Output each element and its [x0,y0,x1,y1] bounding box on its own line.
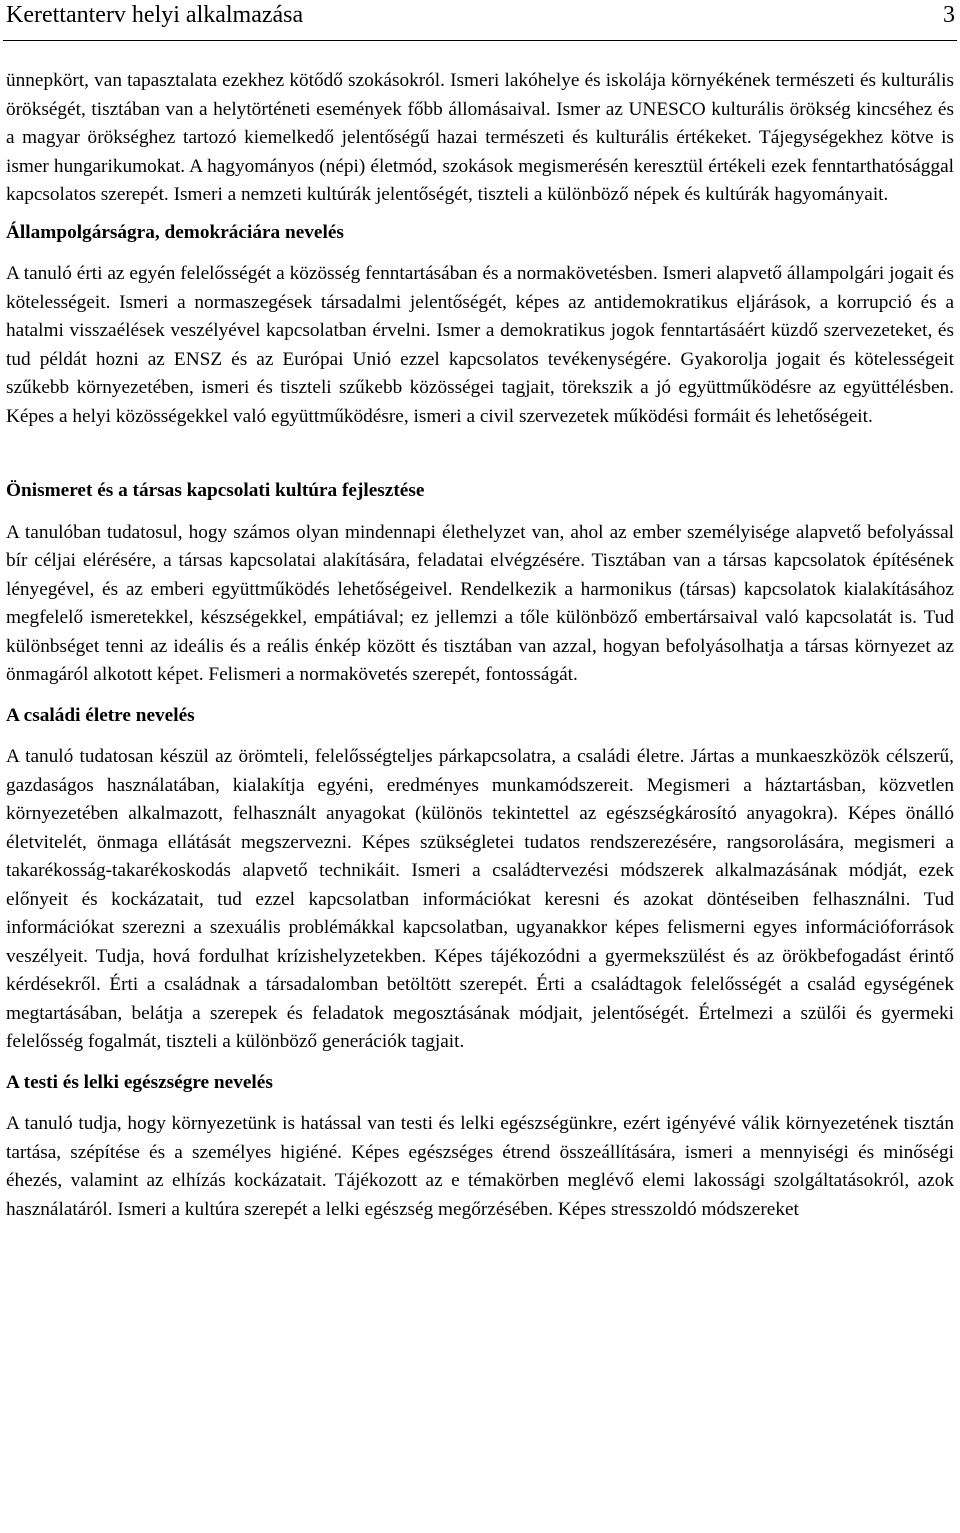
paragraph-family-life: A tanuló tudatosan készül az örömteli, felelősségteljes párkapcsolatra, a családi életre. Jártas a munkaeszközök célszerű, gazdaságos használatában, kialakítja egyéni, eredményes munkamódszereit. Megismeri a háztartásban, közvetlen környezetében alkalmazott, felhasznált anyagokat (különös tekintettel az egészségkárosító anyagokra). Képes önálló életvitelét, önmaga ellátását megszervezni. Képes szükségletei tudatos rendszerezésére, rangsorolására, megismeri a takarékosság-takarékoskodás alapvető technikáit. Ismeri a családtervezési módszerek alkalmazásának módját, ezek előnyeit és kockázatait, tud ezzel kapcsolatban információkat keresni és azokat döntéseiben felhasználni. Tud információkat szerezni a szexuális problémákkal kapcsolatban, ugyanakkor képes felismerni egyes információforrások veszélyeit. Tudja, hová fordulhat krízishelyzetekben. Képes tájékozódni a gyermekszülést és az örökbefogadást érintő kérdésekről. Érti a családnak a társadalomban betöltött szerepét. Érti a családtagok felelősségét a család egységének megtartásában, belátja a szerepek és feladatok megosztásának módjait, jelentőségét. Értelmezi a szülői és gyermeki felelősség fogalmát, tiszteli a különböző generációk tagjait. [6,746,954,1052]
heading-family-life: A családi életre nevelés [6,704,195,726]
running-header [3,0,957,41]
header-title: Kerettanterv helyi alkalmazása [6,2,304,28]
heading-self-knowledge: Önismeret és a társas kapcsolati kultúra fejlesztése [6,480,425,501]
heading-physical-mental-health: A testi és lelki egészségre nevelés [6,1071,273,1093]
paragraph-physical-mental-health: A tanuló tudja, hogy környezetünk is hatással van testi és lelki egészségünkre, ezért igényévé válik környezetének tisztán tartása, szépítése és a személyes higiéné. Képes egészséges étrend összeállítására, ismeri a mennyiségi és minőségi éhezés, valamint az elhízás kockázatait. Tájékozott az e témakörben meglévő elemi lakossági szolgáltatásokról, azok használatáról. Ismeri a kultúra szerepét a lelki egészség megőrzésében. Képes stresszoldó módszereket [6,1113,954,1220]
paragraph-civic-education: A tanuló érti az egyén felelősségét a közösség fenntartásában és a normakövetésben. Ismeri alapvető állampolgári jogait és kötelességeit. Ismeri a normaszegések társadalmi jelentőségét, képes az antidemokratikus eljárások, a korrupció és a hatalmi visszaélések veszélyével kapcsolatban érvelni. Ismer a demokratikus jogok fenntartásáért küzdő szervezeteket, és tud példát hozni az ENSZ és az Európai Unió ezzel kapcsolatos tevékenységére. Gyakorolja jogait és kötelességeit szűkebb környezetében, ismeri és tiszteli szűkebb közösségei tagjait, törekszik a jó együttműködésre az együttélésben. Képes a helyi közösségekkel való együttműködésre, ismeri a civil szervezetek működési formáit és lehetőségeit. [6,263,954,427]
heading-civic-education: Állampolgárságra, demokráciára nevelés [6,221,344,243]
document-body [0,67,960,1224]
page-number: 3 [943,2,955,28]
paragraph-heritage: ünnepkört, van tapasztalata ezekhez kötődő szokásokról. Ismeri lakóhelye és iskolája környékének természeti és kulturális örökségét, tisztában van a helytörténeti események főbb állomásaival. Ismer az UNESCO kulturális örökség kincséhez és a magyar örökséghez tartozó kiemelkedő jelentőségű hazai természeti és kulturális értékeket. Tájegységekhez kötve is ismer hungarikumokat. A hagyományos (népi) életmód, szokások megismerésén keresztül értékeli ezek fenntarthatósággal kapcsolatos szerepét. Ismeri a nemzeti kultúrák jelentőségét, tiszteli a különböző népek és kultúrák hagyományait. [6,70,954,205]
paragraph-self-knowledge: A tanulóban tudatosul, hogy számos olyan mindennapi élethelyzet van, ahol az ember személyisége alapvető befolyással bír céljai elérésére, a társas kapcsolatai alakítására, feladatai elvégzésére. Tisztában van a társas kapcsolatok építésének lényegével, és az emberi együttműködés lehetőségeivel. Rendelkezik a harmonikus (társas) kapcsolatok kialakításához megfelelő ismeretekkel, készségekkel, empátiával; ez jellemzi a tőle különböző embertársaival való kapcsolatát is. Tud különbséget tenni az ideális és a reális énkép között és tisztában van azzal, hogyan befolyásolhatja a társas környezet az önmagáról alkotott képet. Felismeri a normakövetés szerepét, fontosságát. [6,521,954,685]
